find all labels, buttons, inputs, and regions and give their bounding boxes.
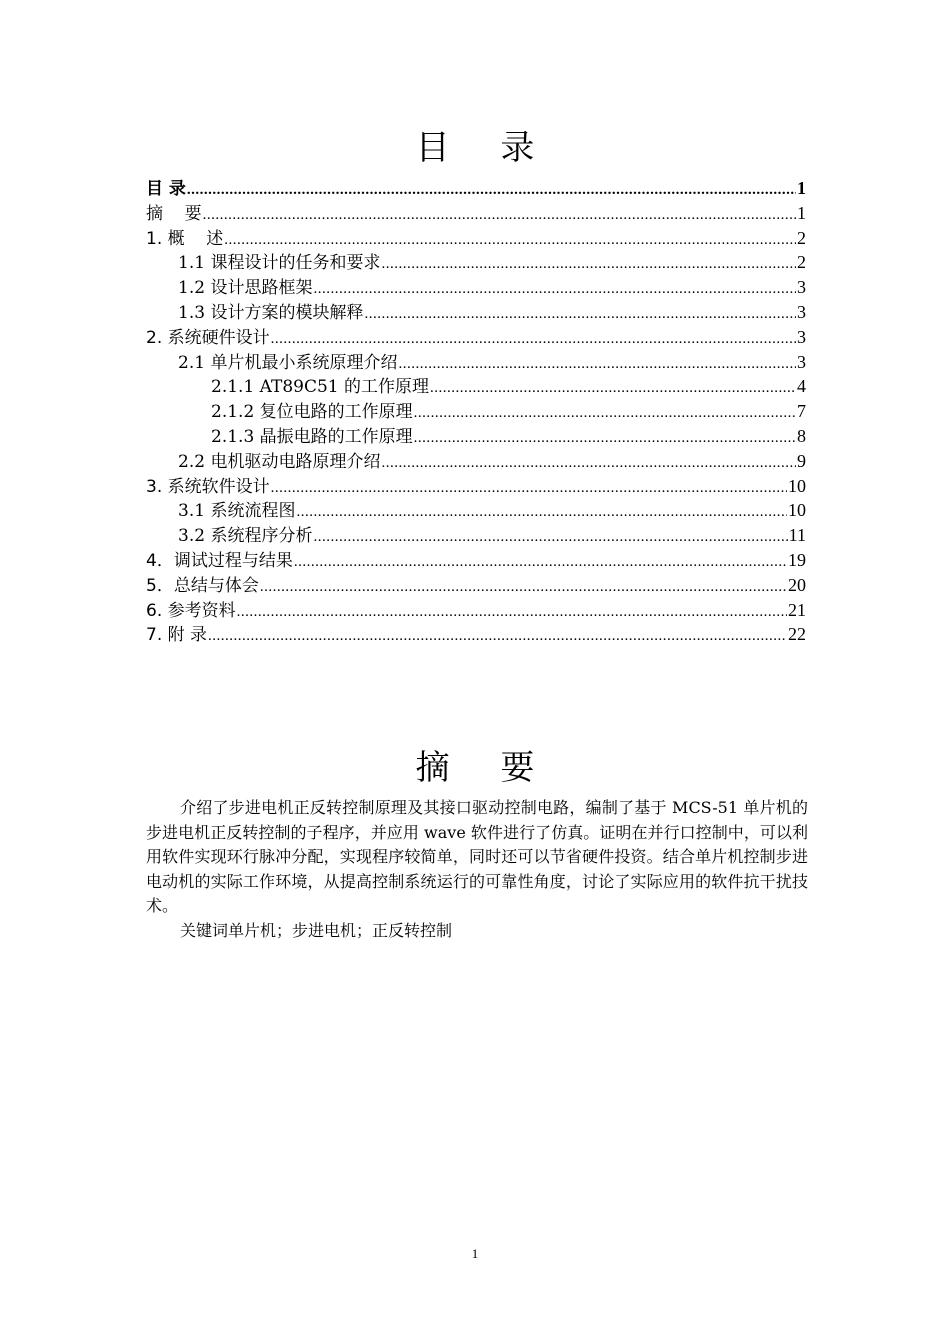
toc-entry-page: 8 bbox=[797, 425, 806, 446]
toc-entry-page: 3 bbox=[797, 277, 806, 298]
toc-entry-page: 11 bbox=[788, 525, 806, 546]
toc-entry-page: 3 bbox=[797, 351, 806, 372]
toc-leader-dots bbox=[237, 604, 787, 621]
toc-entry-label: 3. 系统软件设计 bbox=[146, 476, 270, 497]
toc-leader-dots bbox=[398, 356, 796, 373]
toc-entry-label: 2.1.1 AT89C51 的工作原理 bbox=[211, 377, 430, 398]
toc-leader-dots bbox=[294, 554, 787, 571]
toc-leader-dots bbox=[381, 455, 796, 472]
toc-entry-label: 摘 要 bbox=[146, 203, 202, 224]
toc-entry[interactable] bbox=[146, 397, 806, 422]
toc-entry-page: 1 bbox=[797, 202, 806, 223]
toc-entry[interactable] bbox=[146, 174, 806, 199]
toc-entry-page: 20 bbox=[788, 574, 806, 595]
toc-entry[interactable] bbox=[146, 596, 806, 621]
toc-entry[interactable] bbox=[146, 372, 806, 397]
toc-entry[interactable] bbox=[146, 472, 806, 497]
toc-entry-label: 目 录 bbox=[146, 179, 186, 199]
toc-entry[interactable] bbox=[146, 224, 806, 249]
toc-leader-dots bbox=[414, 405, 796, 422]
toc-entry[interactable] bbox=[146, 571, 806, 596]
toc-entry-label: 2.2 电机驱动电路原理介绍 bbox=[178, 451, 381, 472]
toc-leader-dots bbox=[313, 529, 787, 546]
toc-entry[interactable] bbox=[146, 447, 806, 472]
toc-entry-label: 1.2 设计思路框架 bbox=[178, 278, 313, 299]
toc-entry[interactable] bbox=[146, 273, 806, 298]
toc-entry-page: 21 bbox=[788, 599, 806, 620]
toc-entry-label: 1. 概 述 bbox=[146, 228, 224, 249]
toc-entry-label: 5．总结与体会 bbox=[146, 575, 259, 596]
toc-leader-dots bbox=[224, 232, 796, 249]
toc-entry-label: 2.1.2 复位电路的工作原理 bbox=[211, 402, 413, 423]
toc-entry[interactable] bbox=[146, 298, 806, 323]
toc-entry-label: 3.1 系统流程图 bbox=[178, 501, 296, 522]
toc-entry-page: 9 bbox=[797, 450, 806, 471]
toc-entry-page: 7 bbox=[797, 401, 806, 422]
toc-entry-page: 3 bbox=[797, 301, 806, 322]
toc-entry[interactable] bbox=[146, 348, 806, 373]
toc-entry-label: 1.1 课程设计的任务和要求 bbox=[178, 253, 381, 274]
toc-entry[interactable] bbox=[146, 199, 806, 224]
toc-leader-dots bbox=[414, 430, 796, 447]
toc-leader-dots bbox=[187, 182, 796, 199]
table-of-contents bbox=[146, 174, 806, 645]
toc-entry[interactable] bbox=[146, 496, 806, 521]
toc-entry[interactable] bbox=[146, 248, 806, 273]
abstract-body: 介绍了步进电机正反转控制原理及其接口驱动控制电路，编制了基于 MCS-51 单片机的步进电机正反转控制的子程序，并应用 wave 软件进行了仿真。证明在并行口控制中，可以利用软件实现环行脉冲分配，实现程序较简单，同时还可以节省硬件投资。结合单片机控制步进电动机的实际工作环境，从提高控制系统运行的可靠性角度，讨论了实际应用的软件抗干扰技术。 bbox=[146, 798, 808, 915]
toc-entry-page: 22 bbox=[788, 624, 806, 645]
abstract-section bbox=[146, 796, 808, 943]
toc-entry-page: 19 bbox=[788, 549, 806, 570]
toc-entry[interactable] bbox=[146, 422, 806, 447]
toc-entry-label: 2.1 单片机最小系统原理介绍 bbox=[178, 352, 398, 373]
toc-entry-page: 3 bbox=[797, 326, 806, 347]
toc-entry-page: 10 bbox=[788, 500, 806, 521]
toc-entry-page: 1 bbox=[797, 178, 806, 198]
toc-entry[interactable] bbox=[146, 546, 806, 571]
toc-leader-dots bbox=[430, 380, 796, 397]
abstract-title: 摘 要 bbox=[415, 748, 555, 788]
toc-entry-page: 4 bbox=[797, 376, 806, 397]
toc-title: 目 录 bbox=[415, 128, 555, 168]
toc-entry-label: 6. 参考资料 bbox=[146, 600, 236, 621]
toc-entry-label: 2. 系统硬件设计 bbox=[146, 327, 270, 348]
toc-leader-dots bbox=[271, 331, 796, 348]
toc-entry[interactable] bbox=[146, 620, 806, 645]
toc-leader-dots bbox=[203, 207, 796, 224]
abstract-keywords: 关键词单片机；步进电机；正反转控制 bbox=[180, 920, 453, 940]
toc-entry-page: 2 bbox=[797, 227, 806, 248]
toc-entry-label: 2.1.3 晶振电路的工作原理 bbox=[211, 426, 413, 447]
toc-leader-dots bbox=[381, 256, 796, 273]
toc-entry-label: 4．调试过程与结果 bbox=[146, 550, 293, 571]
toc-entry-label: 1.3 设计方案的模块解释 bbox=[178, 302, 364, 323]
toc-entry-label: 7. 附 录 bbox=[146, 625, 208, 646]
toc-entry-label: 3.2 系统程序分析 bbox=[178, 526, 313, 547]
toc-leader-dots bbox=[296, 504, 787, 521]
toc-leader-dots bbox=[271, 480, 787, 497]
toc-leader-dots bbox=[208, 628, 787, 645]
toc-entry[interactable] bbox=[146, 521, 806, 546]
toc-leader-dots bbox=[364, 306, 796, 323]
toc-leader-dots bbox=[313, 281, 796, 298]
page-number: 1 bbox=[471, 1246, 479, 1261]
toc-leader-dots bbox=[260, 579, 787, 596]
toc-entry-page: 10 bbox=[788, 475, 806, 496]
toc-entry[interactable] bbox=[146, 323, 806, 348]
toc-entry-page: 2 bbox=[797, 252, 806, 273]
